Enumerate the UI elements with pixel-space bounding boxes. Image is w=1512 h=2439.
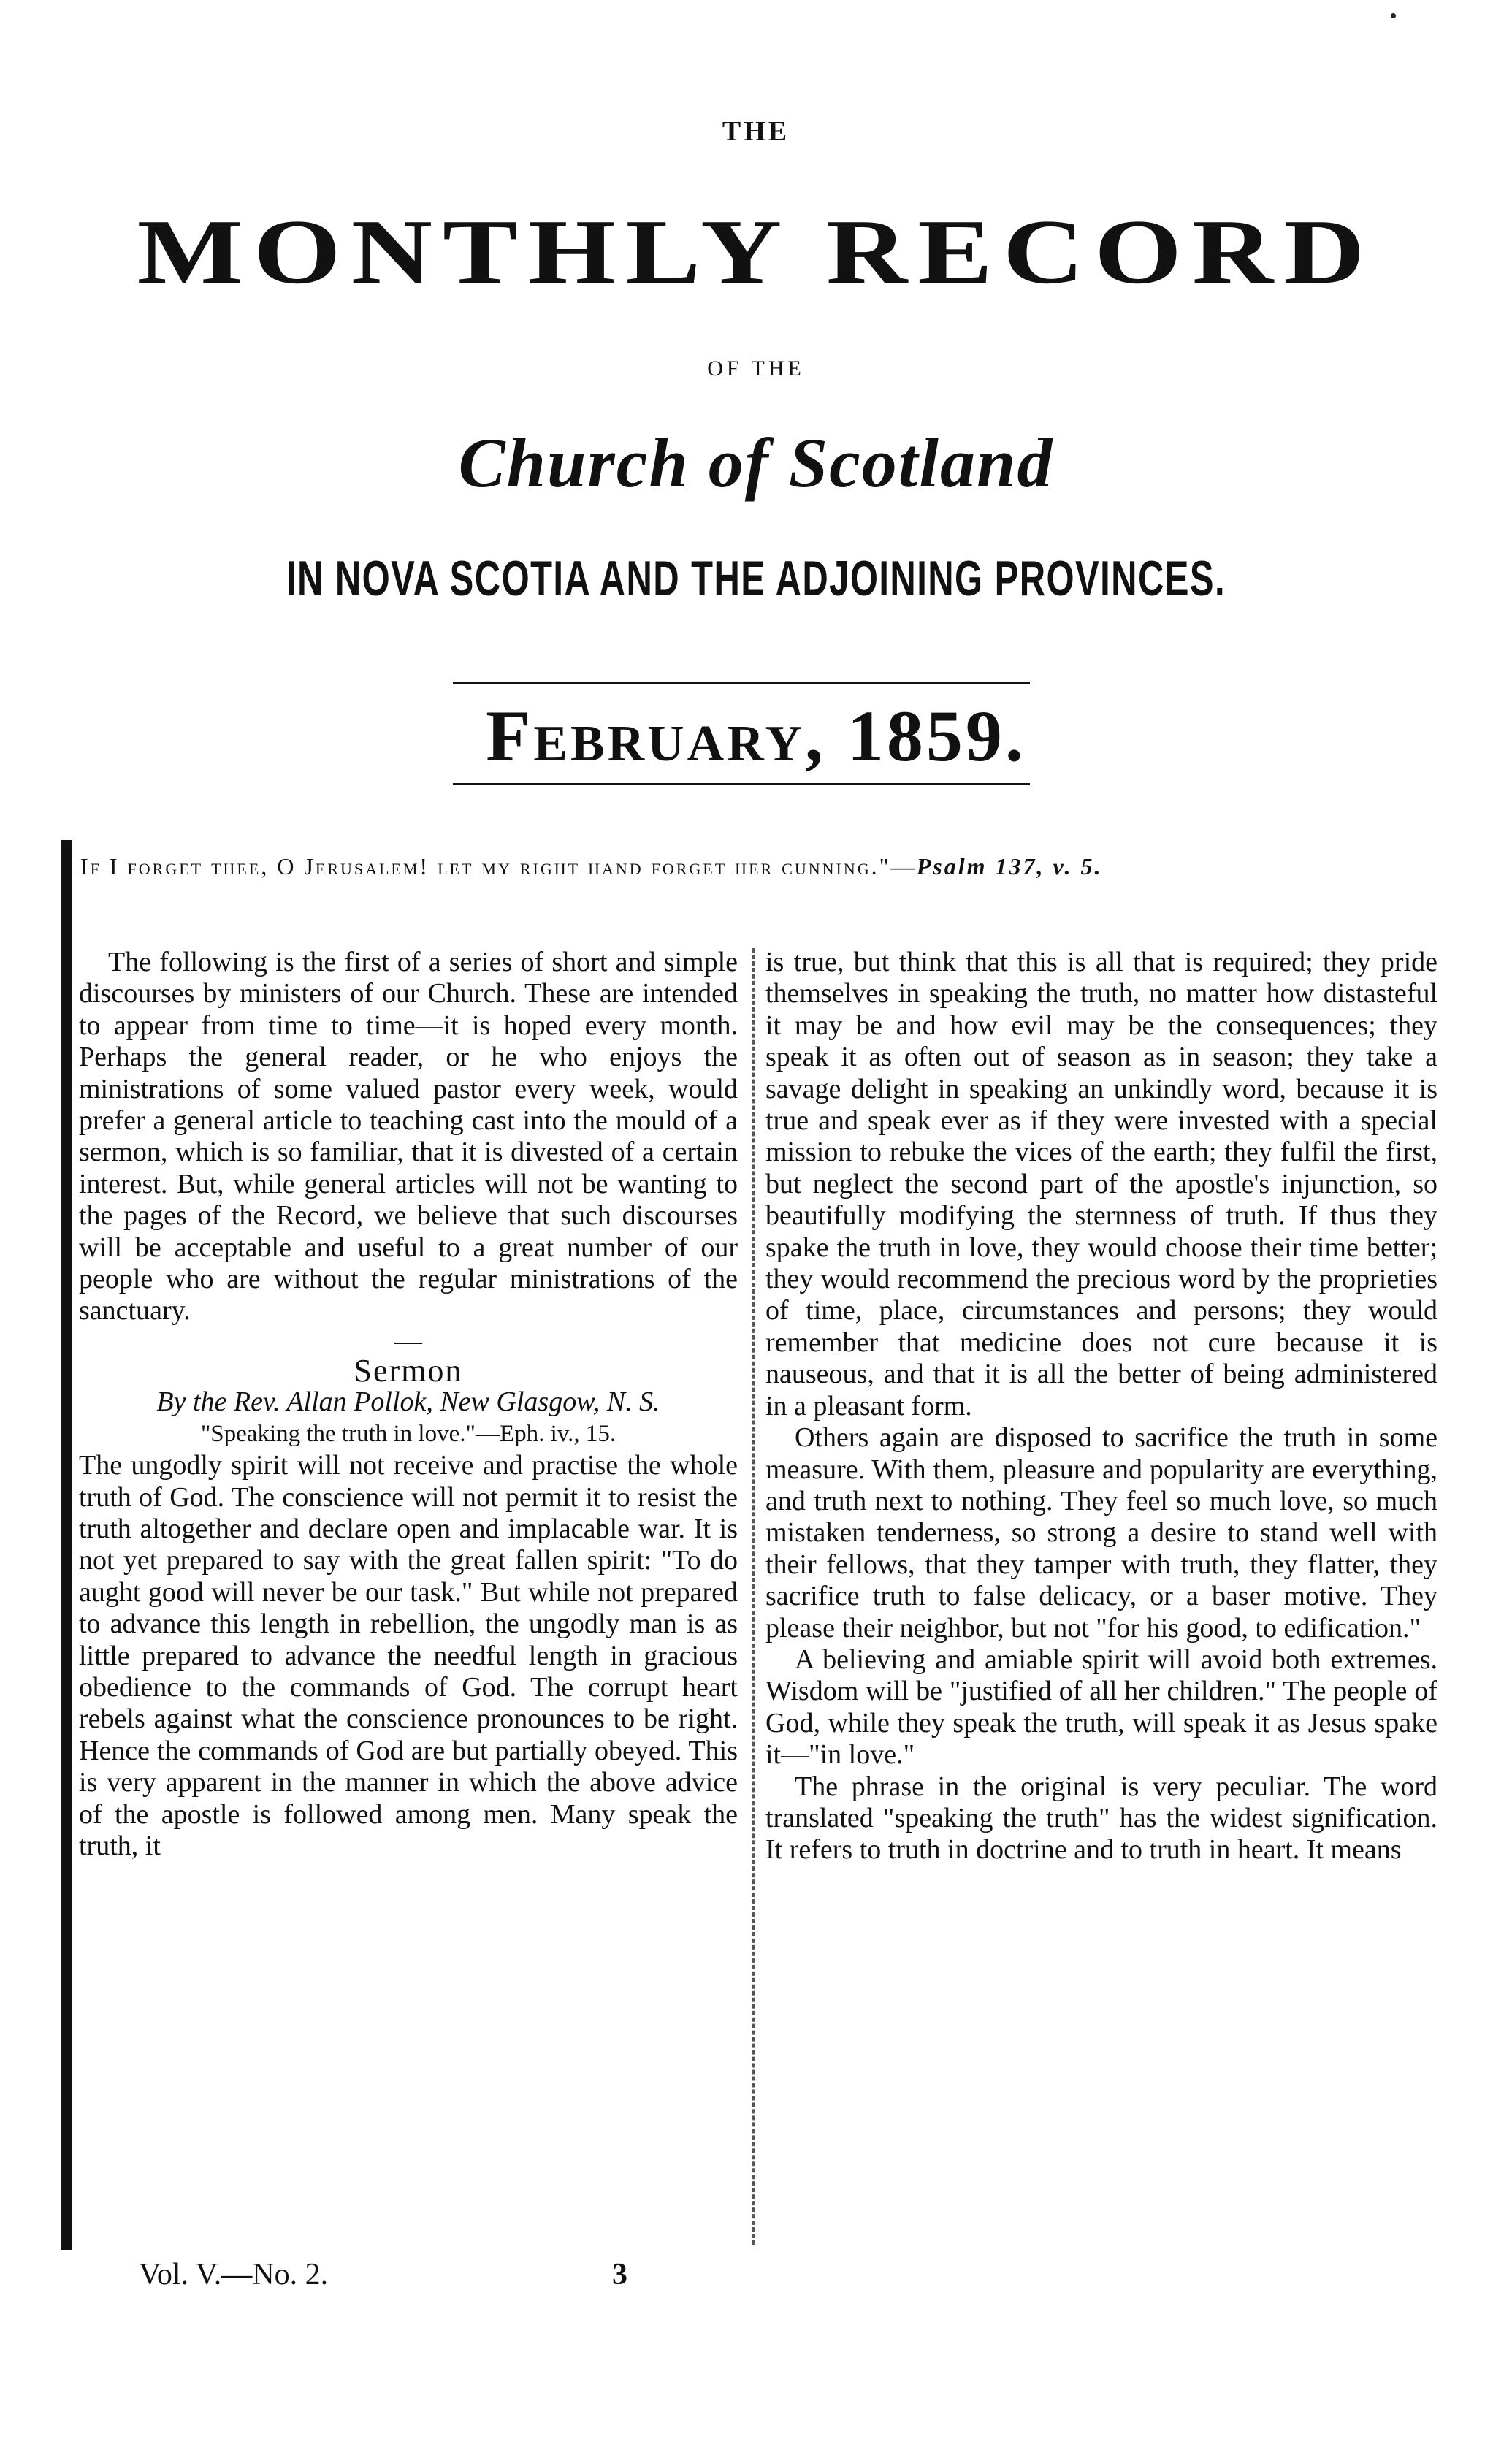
date-rule-bottom (453, 783, 1030, 785)
speck-mark (1391, 13, 1396, 18)
sermon-author: By the Rev. Allan Pollok, New Glasgow, N. S. (156, 1386, 660, 1418)
epigraph (80, 853, 1454, 880)
intro-paragraph: The following is the first of a series of short and simple discourses by ministers of our Church. These are intended to appear from time to time—it is hoped every month. Perhaps the general reader, or he who enjoys the ministrations of some valued pastor every week, would prefer a general article to teaching cast into the mould of a sermon, which is so familiar, that it is divested of a certain interest. But, while general articles will not be wanting to the pages of the Record, we believe that such discourses will be acceptable and useful to a great number of our people who are without the regular ministrations of the sanctuary. (79, 947, 738, 1327)
section-separator: — (394, 1325, 422, 1356)
date-rule-top (453, 682, 1030, 684)
left-column (79, 947, 738, 1862)
right-paragraph-1: is true, but think that this is all that is required; they pride themselves in speaking the truth, no matter how distasteful it may be and how evil may be the consequences; they speak it as often out of season as in season; they take a savage delight in speaking an unkindly word, because it is true and speak ever as if they were invested with a special mission to rebuke the vices of the earth; they fulfil the first, but neglect the second part of the apostle's injunction, so beautifully modifying the sternness of truth. If thus they spake the truth in love, they would choose their time better; they would recommend the precious word by the proprieties of time, place, circumstances and persons; they would remember that medicine does not cure because it is nauseous, and that it is all the better of being administered in a pleasant form. (765, 947, 1437, 1421)
right-paragraph-2: Others again are disposed to sacrifice the truth in some measure. With them, pleasure and popularity are everything, and truth next to nothing. They feel so much love, so much mistaken tenderness, so strong a desire to stand well with their fellows, that they tamper with truth, they flatter, they sacrifice truth to false delicacy, or a baser motive. They please their neighbor, but not "for his good, to edification." (765, 1422, 1437, 1644)
masthead-church: Church of Scotland (458, 424, 1054, 502)
masthead-the: THE (722, 116, 790, 147)
sermon-heading: Sermon (354, 1352, 463, 1389)
sermon-text: "Speaking the truth in love."—Eph. iv., 15. (200, 1420, 616, 1447)
issue-date: February, 1859. (486, 695, 1026, 776)
volume-footer: Vol. V.—No. 2. (139, 2258, 329, 2291)
epigraph-text: If I forget thee, O Jerusalem! let my right hand forget her cunning."— (80, 853, 917, 879)
column-divider (752, 948, 755, 2245)
sermon-body: The ungodly spirit will not receive and practise the whole truth of God. The conscience will not permit it to resist the truth altogether and declare open and implacable war. It is not yet prepared to say with the great fallen spirit: "To do aught good will never be our task." But while not prepared to advance this length in rebellion, the ungodly man is as little prepared to advance the needful length in gracious obedience to the commands of God. The corrupt heart rebels against what the conscience pronounces to be right. Hence the commands of God are but partially obeyed. This is very apparent in the manner in which the above advice of the apostle is followed among men. Many speak the truth, it (79, 1450, 738, 1861)
masthead-of-the: OF THE (707, 356, 805, 381)
signature-mark: 3 (612, 2258, 627, 2291)
masthead-region: IN NOVA SCOTIA AND THE ADJOINING PROVINCES. (286, 551, 1226, 606)
binding-margin-bar (61, 840, 72, 2250)
right-column (765, 947, 1437, 1866)
right-paragraph-4: The phrase in the original is very peculiar. The word translated "speaking the truth" has the widest signification. It refers to truth in doctrine and to truth in heart. It means (765, 1771, 1437, 1866)
epigraph-source: Psalm 137, v. 5. (916, 853, 1103, 879)
right-paragraph-3: A believing and amiable spirit will avoid both extremes. Wisdom will be "justified of all her children." The people of God, while they speak the truth, will speak it as Jesus spake it—"in love." (765, 1644, 1437, 1771)
masthead-title: MONTHLY RECORD (137, 201, 1375, 303)
